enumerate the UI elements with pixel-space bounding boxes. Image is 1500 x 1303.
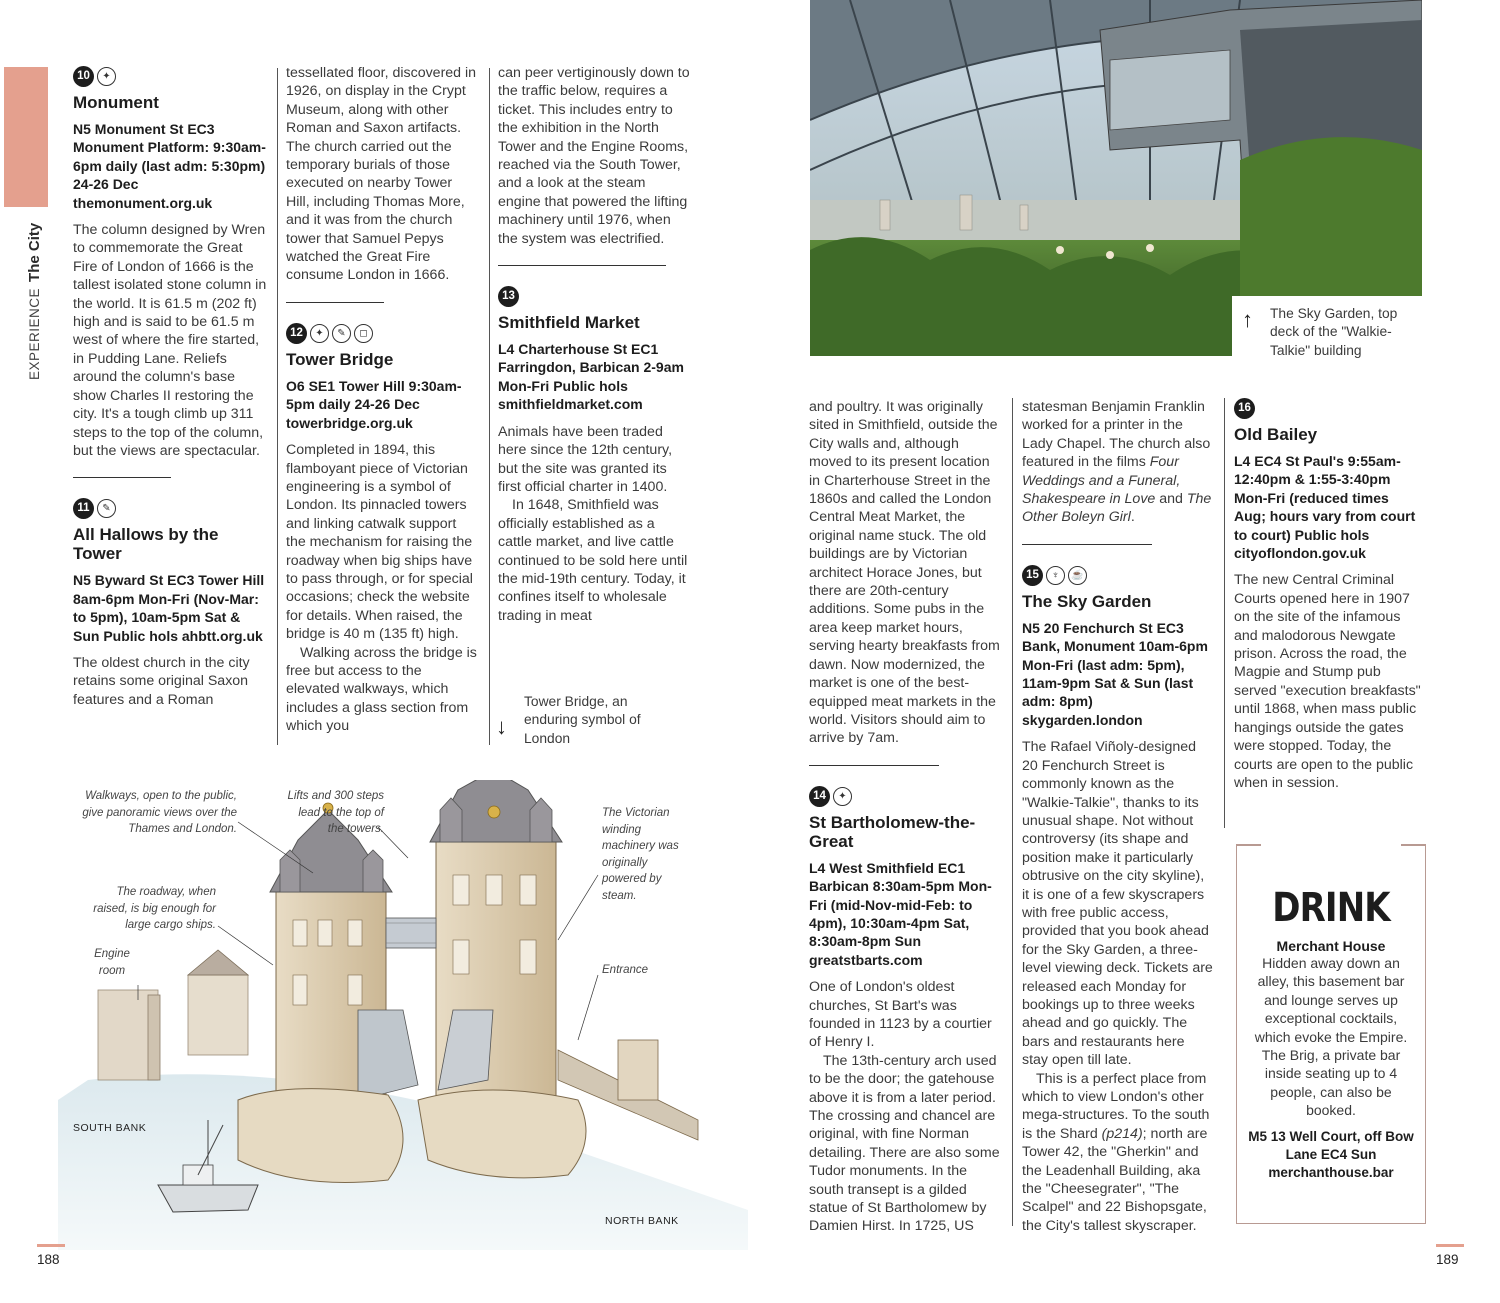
page-marker [37, 1244, 65, 1247]
entry-12-head [286, 323, 478, 344]
page-marker [1436, 1244, 1464, 1247]
photo-caption: The Sky Garden, top deck of the "Walkie-Talkie" building [1270, 306, 1398, 358]
entry-title: St Bartholomew-the-Great [809, 812, 976, 851]
section-label: EXPERIENCE [27, 287, 42, 380]
chapter-label: The City [26, 222, 43, 282]
divider [73, 477, 171, 478]
text-run: statesman Benjamin Franklin worked for a printer in the Lady Chapel. The church also featured in the films [1022, 399, 1211, 471]
divider [286, 302, 384, 303]
south-bank-label: SOUTH BANK [73, 1122, 147, 1134]
annotation-engine-room: Engine room [94, 948, 130, 977]
ticket-icon: ✦ [310, 324, 329, 343]
entry-title: Old Bailey [1234, 425, 1318, 444]
drink-venue-name: Merchant House [1276, 938, 1386, 954]
divider [809, 765, 939, 766]
divider [498, 265, 666, 266]
drink-box [1236, 844, 1426, 1224]
arrow-up-icon: ↑ [1242, 307, 1253, 332]
entry-15-head [1022, 565, 1214, 586]
film-title: The Other Boleyn Girl [1022, 491, 1212, 526]
page-number: 188 [37, 1252, 60, 1267]
box-bottom-rule [1237, 1223, 1425, 1225]
entry-text: Completed in 1894, this flamboyant piece of Victorian engineering is a symbol of London. Its pinnacled towers and linking catwalk support the mechanism for raising the roadway when big ships have to pass through, or for special occasions; check the website for details. When raised, the bridge is 40 m (135 ft) high. [286, 442, 473, 643]
shopping-bag-icon: ◻ [354, 324, 373, 343]
entry-text: Walking across the bridge is free but access to the elevated walkways, which includes a glass section from which you [286, 644, 477, 735]
page-reference: (p214) [1101, 1125, 1143, 1142]
entry-info: L4 EC4 St Paul's 9:55am-12:40pm & 1:55-3:40pm Mon-Fri (reduced times Aug; hours vary from court to court) Public hols cityoflondon.gov.uk [1234, 453, 1416, 562]
column-rule [277, 68, 278, 745]
annotation-lifts: Lifts and 300 steps lead to the top of the towers. [287, 790, 384, 836]
column-6 [1234, 398, 1424, 792]
entry-16-head [1234, 398, 1424, 419]
entry-text: The oldest church in the city retains some original Saxon features and a Roman [73, 654, 250, 708]
entry-number: 11 [73, 498, 94, 519]
entry-text: and poultry. It was originally sited in Smithfield, outside the City walls and, although moved to its present location in Charterhouse Street in the 1860s and called the London Central Meat Market, the original name stuck. The old buildings are by Victorian architect Horace Jones, but there are 20th-century additions. Some pubs in the area keep market hours, serving hearty breakfasts from dawn. Now modernized, the market is one of the best-equipped meat markets in the world. Visitors should aim to arrive by 7am. [809, 399, 1000, 747]
entry-11-head [73, 498, 268, 519]
entry-title: All Hallows by the Tower [73, 525, 219, 564]
north-bank-label: NORTH BANK [605, 1215, 679, 1227]
column-rule [1224, 398, 1225, 828]
entry-10-head [73, 66, 268, 87]
film-titles: Four Weddings and a Funeral, Shakespeare in Love [1022, 454, 1181, 508]
entry-info: N5 20 Fenchurch St EC3 Bank, Monument 10am-6pm Mon-Fri (last adm: 5pm), 11am-9pm Sat & Sun (last adm: 8pm) skygarden.london [1022, 619, 1208, 728]
entry-text: can peer vertiginously down to the traffic below, requires a ticket. This includes entry to the exhibition in the North Tower and the Engine Rooms, reached via the South Tower, and a look at the steam engine that powered the lifting machinery until 1976, when the system was electrified. [498, 65, 690, 247]
page-number: 189 [1436, 1252, 1459, 1267]
entry-title: Smithfield Market [498, 313, 640, 333]
text-run: . [1130, 509, 1135, 526]
drink-heading: DRINK [1272, 885, 1390, 931]
entry-text: Animals have been traded here since the 12th century, but the site was granted its first official charter in 1400. [498, 423, 673, 495]
entry-text [1022, 398, 1214, 527]
sky-garden-photo [810, 0, 1422, 356]
entry-info: O6 SE1 Tower Hill 9:30am-5pm daily 24-26 Dec towerbridge.org.uk [286, 377, 462, 431]
column-rule [489, 68, 490, 745]
crafts-icon: ✎ [97, 499, 116, 518]
column-1 [73, 66, 268, 709]
entry-number: 13 [498, 286, 519, 307]
entry-text: In 1648, Smithfield was officially established as a cattle market, and live cattle continued to be sold here until the mid-19th century. Today, it confines itself to wholesale trading in meat [498, 497, 688, 624]
entry-info: N5 Byward St EC3 Tower Hill 8am-6pm Mon-Fri (Nov-Mar: to 5pm), 10am-5pm Sat & Sun Public hols ahbtt.org.uk [73, 572, 265, 644]
entry-text: tessellated floor, discovered in 1926, on display in the Crypt Museum, along with other Roman and Saxon artifacts. The church carried out the temporary burials of those executed on nearby Tower Hill, including Thomas More, and it was from the church tower that Samuel Pepys watched the Great Fire consume London in 1666. [286, 65, 477, 284]
entry-text: One of London's oldest churches, St Bart's was founded in 1123 by a courtier of Henry I. [809, 979, 992, 1051]
text-run: ; north are Tower 42, the "Gherkin" and the Leadenhall Building, aka the "Cheesegrater", "The Scalpel" and 22 Bishopsgate, the City's tallest skyscraper. [1022, 1125, 1208, 1234]
entry-text: The 13th-century arch used to be the door; the gatehouse above it is from a later period. The crossing and chancel are original, with fine Norman detailing. There are also some Tudor monuments. In the south transept is a gilded statue of St Bartholomew by Damien Hirst. In 1725, US [809, 1052, 1000, 1235]
annotation-winding-machinery: The Victorian winding machinery was originally powered by steam. [602, 807, 679, 902]
entry-title: Monument [73, 93, 159, 112]
entry-text [1022, 1070, 1214, 1236]
annotation-walkways: Walkways, open to the public, give panoramic views over the Thames and London. [82, 790, 237, 836]
column-rule [1012, 398, 1013, 1226]
column-5 [1022, 398, 1214, 1235]
photo-caption: Tower Bridge, an enduring symbol of London [524, 694, 641, 746]
ticket-icon: ✦ [97, 67, 116, 86]
text-run: and [1155, 491, 1187, 508]
ticket-icon: ✦ [833, 787, 852, 806]
text-run: This is a perfect place from which to view London's other mega-structures. To the south is the Shard [1022, 1070, 1210, 1142]
arrow-down-icon: ↓ [496, 714, 507, 739]
cafe-icon: ☕ [1068, 566, 1087, 585]
entry-text: The Rafael Viñoly-designed 20 Fenchurch Street is commonly known as the "Walkie-Talkie", thanks to its unusual shape. Not without controversy (its shape and position make it particularly obtrusive on the city skyline), it is one of a few skyscrapers with free public access, provided that you book ahead for the Sky Garden, a three-level viewing deck. Tickets are released each Monday for bookings up to three weeks ahead and go quickly. The bars and restaurants here stay open till late. [1022, 739, 1213, 1069]
entry-number: 12 [286, 323, 307, 344]
entry-13-head [498, 286, 690, 307]
entry-text: The column designed by Wren to commemorate the Great Fire of London of 1666 is the tallest isolated stone column in the world. It is 61.5 m (202 ft) high and is said to be 61.5 m west of where the fire started, in Pudding Lane. Reliefs around the column's base show Charles II restoring the city. It's a tough climb up 311 steps to the top of the column, but the views are spectacular. [73, 222, 267, 459]
restaurant-icon: ♆ [1046, 566, 1065, 585]
entry-text: The new Central Criminal Courts opened here in 1907 on the site of the infamous and malodorous Newgate prison. Across the road, the Magpie and Stump pub served "execution breakfasts" until 1868, when mass public hangings outside the gates were stopped. Today, the courts are open to the public when in session. [1234, 572, 1421, 791]
running-header [26, 180, 48, 380]
entry-number: 14 [809, 786, 830, 807]
entry-14-head [809, 786, 1001, 807]
entry-number: 10 [73, 66, 94, 87]
column-3 [498, 64, 690, 625]
entry-info: L4 West Smithfield EC1 Barbican 8:30am-5pm Mon-Fri (mid-Nov-mid-Feb: to 4pm), 10:30am-4pm Sat, 8:30am-8pm Sun greatstbarts.com [809, 859, 992, 968]
entry-number: 15 [1022, 565, 1043, 586]
annotation-roadway: The roadway, when raised, is big enough for large cargo ships. [93, 886, 216, 932]
crafts-icon: ✎ [332, 324, 351, 343]
entry-number: 16 [1234, 398, 1255, 419]
entry-title: The Sky Garden [1022, 591, 1152, 611]
drink-info: M5 13 Well Court, off Bow Lane EC4 Sun merchanthouse.bar [1248, 1128, 1414, 1180]
column-4 [809, 398, 1001, 1236]
entry-info: N5 Monument St EC3 Monument Platform: 9:30am-6pm daily (last adm: 5:30pm) 24-26 Dec themonument.org.uk [73, 121, 266, 211]
annotation-entrance: Entrance [602, 964, 649, 976]
divider [1022, 544, 1152, 545]
entry-info: L4 Charterhouse St EC1 Farringdon, Barbican 2-9am Mon-Fri Public hols smithfieldmarket.com [498, 341, 684, 413]
entry-title: Tower Bridge [286, 349, 394, 369]
column-2 [286, 64, 478, 736]
drink-description: Hidden away down an alley, this basement bar and lounge serves up exceptional cocktails, which evoke the Empire. The Brig, a private bar inside seating up to 4 people, can also be booked. [1254, 955, 1408, 1119]
